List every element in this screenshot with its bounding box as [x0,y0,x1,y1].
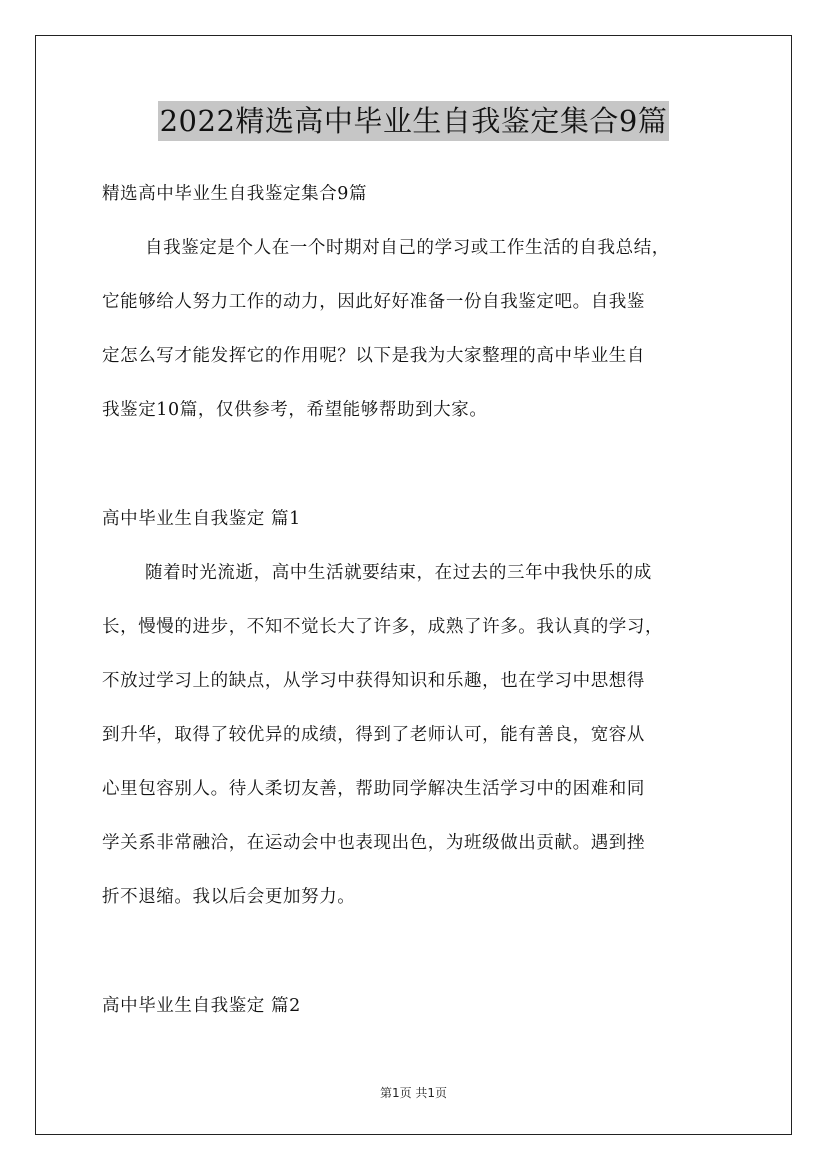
section-1-heading: 高中毕业生自我鉴定 篇1 [102,509,301,529]
intro-line-1: 自我鉴定是个人在一个时期对自己的学习或工作生活的自我总结， [145,238,670,258]
title-wrapper [0,101,827,141]
intro-line-2: 它能够给人努力工作的动力，因此好好准备一份自我鉴定吧。自我鉴 [102,292,645,312]
page-footer: 第1页 共1页 [379,1086,448,1100]
section-1-line-3: 不放过学习上的缺点，从学习中获得知识和乐趣，也在学习中思想得 [102,671,645,691]
intro-line-3: 定怎么写才能发挥它的作用呢？以下是我为大家整理的高中毕业生自 [102,346,645,366]
document-title: 2022精选高中毕业生自我鉴定集合9篇 [158,101,670,141]
intro-line-4: 我鉴定10篇，仅供参考，希望能够帮助到大家。 [102,400,488,420]
section-1-line-1: 随着时光流逝，高中生活就要结束，在过去的三年中我快乐的成 [145,563,652,583]
section-1-line-6: 学关系非常融洽，在运动会中也表现出色，为班级做出贡献。遇到挫 [102,833,645,853]
section-1-line-4: 到升华，取得了较优异的成绩，得到了老师认可，能有善良，宽容从 [102,725,645,745]
document-subtitle: 精选高中毕业生自我鉴定集合9篇 [102,184,368,204]
section-1-line-2: 长，慢慢的进步，不知不觉长大了许多，成熟了许多。我认真的学习， [102,617,664,637]
section-1-line-5: 心里包容别人。待人柔切友善，帮助同学解决生活学习中的困难和同 [102,779,645,799]
section-1-line-7: 折不退缩。我以后会更加努力。 [102,887,356,907]
section-2-heading: 高中毕业生自我鉴定 篇2 [102,996,301,1016]
